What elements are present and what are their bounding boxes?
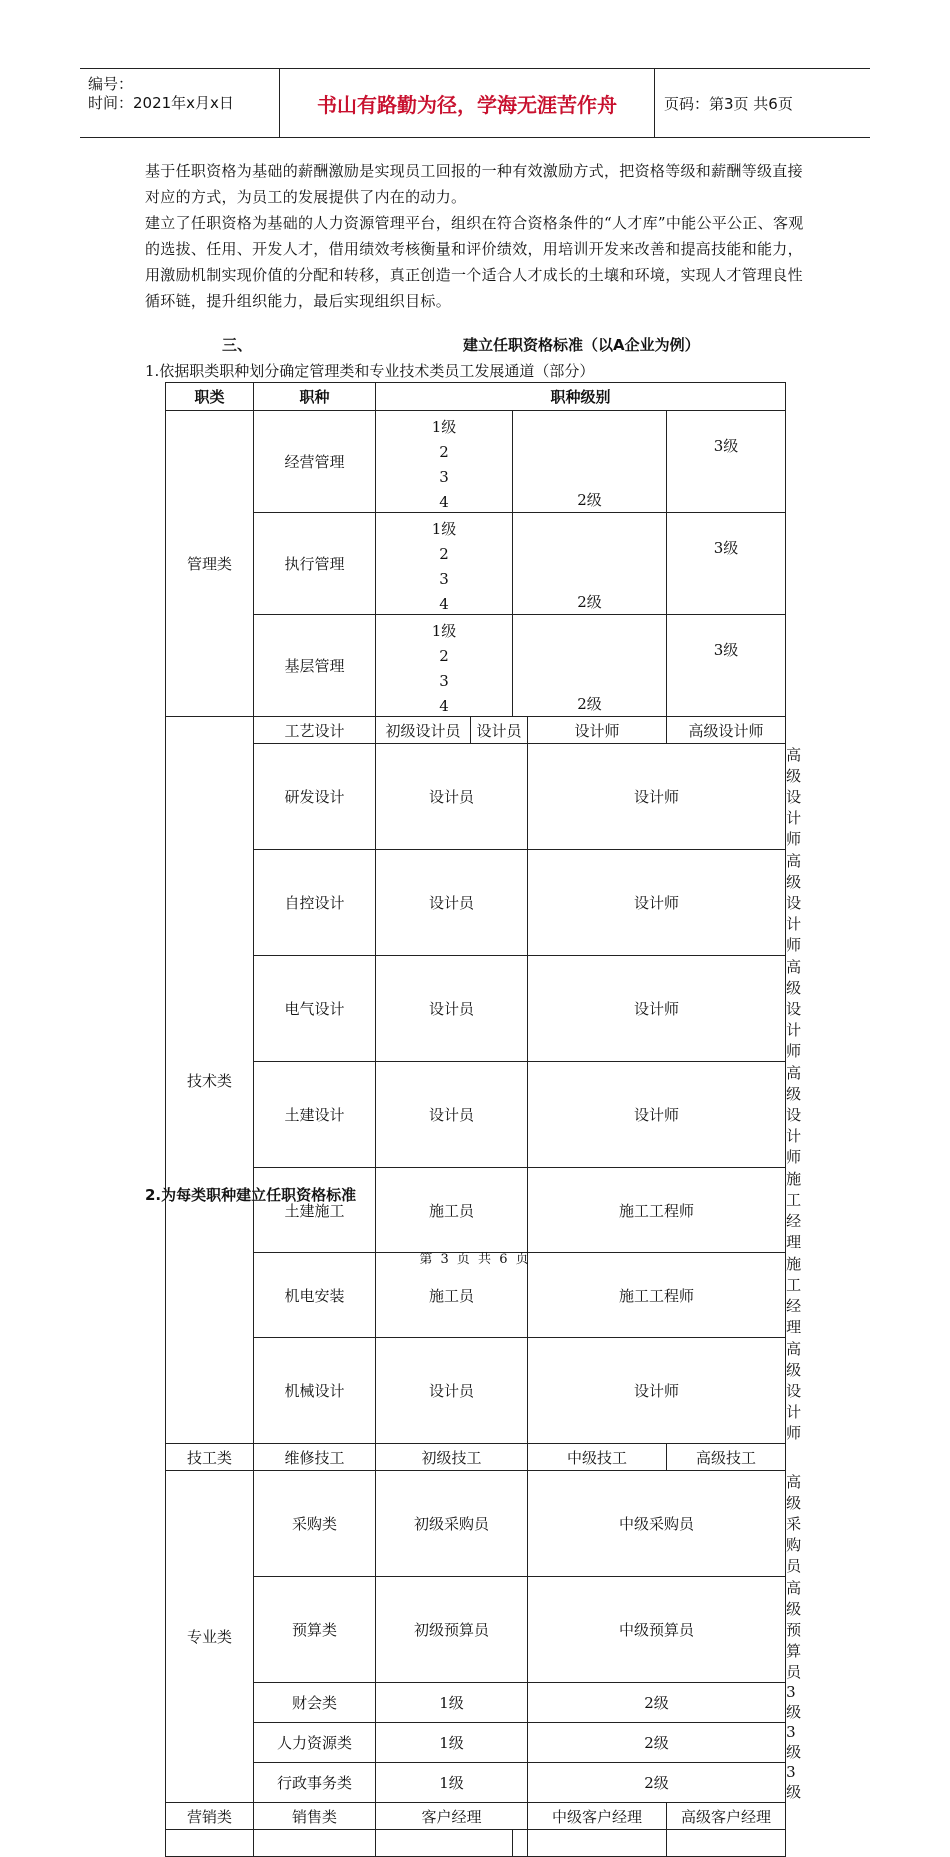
header-number: 编号： bbox=[88, 75, 134, 93]
level-cell: 设计员 bbox=[376, 1338, 528, 1444]
category-professional: 专业类 bbox=[166, 1471, 254, 1803]
table-row: 研发设计 设计员 设计师 高级设计师 bbox=[166, 744, 786, 850]
type-cell: 销售类 bbox=[254, 1803, 376, 1830]
table-row: 预算类 初级预算员 中级预算员 高级预算员 bbox=[166, 1577, 786, 1683]
type-cell: 土建施工 bbox=[254, 1168, 376, 1253]
level-cell: 设计师 bbox=[528, 956, 786, 1062]
table-row: 专业类 采购类 初级采购员 中级采购员 高级采购员 bbox=[166, 1471, 786, 1577]
type-cell: 土建设计 bbox=[254, 1062, 376, 1168]
level2-cell: 2级 bbox=[513, 411, 667, 513]
type-cell: 自控设计 bbox=[254, 850, 376, 956]
level-cell: 施工员 bbox=[376, 1253, 528, 1338]
header-meta bbox=[80, 69, 280, 137]
level-cell: 2级 bbox=[528, 1763, 786, 1803]
empty-cell bbox=[376, 1830, 513, 1857]
type-cell: 机电安装 bbox=[254, 1253, 376, 1338]
level-cell: 1级 bbox=[376, 1763, 528, 1803]
level2-cell: 2级 bbox=[513, 513, 667, 615]
level-cell: 施工工程师 bbox=[528, 1168, 786, 1253]
subheading-2: 2.为每类职种建立任职资格标准 bbox=[145, 1186, 357, 1204]
level-cell: 设计员 bbox=[376, 744, 528, 850]
level-cell: 中级预算员 bbox=[528, 1577, 786, 1683]
header-level: 职种级别 bbox=[376, 383, 786, 411]
section-title: 建立任职资格标准（以A企业为例） bbox=[463, 336, 700, 354]
type-cell: 基层管理 bbox=[254, 615, 376, 717]
table-row: 土建施工 施工员 施工工程师 施工经理 bbox=[166, 1168, 786, 1253]
level-cell: 高级客户经理 bbox=[667, 1803, 786, 1830]
level-cell: 中级客户经理 bbox=[528, 1803, 667, 1830]
table-row: 土建设计 设计员 设计师 高级设计师 bbox=[166, 1062, 786, 1168]
table-row bbox=[166, 717, 786, 744]
level-cell: 施工工程师 bbox=[528, 1253, 786, 1338]
table-row: 机械设计 设计员 设计师 高级设计师 bbox=[166, 1338, 786, 1444]
level-cell: 设计师 bbox=[528, 717, 667, 744]
level-cell: 设计师 bbox=[528, 850, 786, 956]
type-cell: 电气设计 bbox=[254, 956, 376, 1062]
header-category: 职类 bbox=[166, 383, 254, 411]
level-cell: 高级设计师 bbox=[667, 717, 786, 744]
level3-cell: 3级 bbox=[667, 615, 786, 717]
level-cell: 设计师 bbox=[528, 1062, 786, 1168]
level-cell: 设计员 bbox=[471, 717, 528, 744]
empty-cell bbox=[528, 1830, 667, 1857]
header-time: 时间：2021年x月x日 bbox=[88, 94, 234, 112]
type-cell: 工艺设计 bbox=[254, 717, 376, 744]
category-management: 管理类 bbox=[166, 411, 254, 717]
category-tech: 技术类 bbox=[166, 717, 254, 1444]
empty-cell bbox=[166, 1830, 254, 1857]
header-motto: 书山有路勤为径，学海无涯苦作舟 bbox=[280, 69, 655, 137]
type-cell: 采购类 bbox=[254, 1471, 376, 1577]
type-cell: 执行管理 bbox=[254, 513, 376, 615]
table-row: 电气设计 设计员 设计师 高级设计师 bbox=[166, 956, 786, 1062]
subheading-1: 1.依据职类职种划分确定管理类和专业技术类员工发展通道（部分） bbox=[145, 362, 595, 380]
type-cell: 预算类 bbox=[254, 1577, 376, 1683]
table-row: 机电安装 施工员 施工工程师 施工经理 bbox=[166, 1253, 786, 1338]
career-path-table bbox=[165, 382, 802, 1857]
level-cell: 设计员 bbox=[376, 956, 528, 1062]
category-skill: 技工类 bbox=[166, 1444, 254, 1471]
level-cell: 初级技工 bbox=[376, 1444, 528, 1471]
empty-cell bbox=[667, 1830, 786, 1857]
level-cell: 1级 bbox=[376, 1683, 528, 1723]
category-sales: 营销类 bbox=[166, 1803, 254, 1830]
level1-cell: 1级 2 3 4 bbox=[376, 513, 513, 615]
type-cell: 经营管理 bbox=[254, 411, 376, 513]
table-row: 自控设计 设计员 设计师 高级设计师 bbox=[166, 850, 786, 956]
level-cell: 设计师 bbox=[528, 744, 786, 850]
level-cell: 初级预算员 bbox=[376, 1577, 528, 1683]
table-row bbox=[166, 513, 786, 615]
type-cell: 机械设计 bbox=[254, 1338, 376, 1444]
level-cell: 施工员 bbox=[376, 1168, 528, 1253]
empty-cell bbox=[513, 1830, 528, 1857]
level-cell: 客户经理 bbox=[376, 1803, 528, 1830]
level3-cell: 3级 bbox=[667, 411, 786, 513]
header-page: 页码：第3页 共6页 bbox=[664, 94, 793, 113]
level-cell: 中级采购员 bbox=[528, 1471, 786, 1577]
table-row bbox=[166, 1444, 786, 1471]
table-header-row bbox=[166, 383, 786, 411]
level3-cell: 3级 bbox=[667, 513, 786, 615]
table-row bbox=[166, 411, 786, 513]
table-row bbox=[166, 1803, 786, 1830]
type-cell: 研发设计 bbox=[254, 744, 376, 850]
level-cell: 2级 bbox=[528, 1723, 786, 1763]
level-cell: 设计员 bbox=[376, 1062, 528, 1168]
table-row bbox=[166, 615, 786, 717]
header-type: 职种 bbox=[254, 383, 376, 411]
empty-row bbox=[166, 1830, 786, 1857]
level-cell: 2级 bbox=[528, 1683, 786, 1723]
level-cell: 初级设计员 bbox=[376, 717, 471, 744]
page-header bbox=[80, 68, 870, 138]
page-footer: 第 3 页 共 6 页 bbox=[419, 1252, 531, 1267]
level-cell: 设计员 bbox=[376, 850, 528, 956]
empty-cell bbox=[254, 1830, 376, 1857]
level2-cell: 2级 bbox=[513, 615, 667, 717]
table-row: 行政事务类 1级 2级 3级 bbox=[166, 1763, 786, 1803]
paragraph-2: 建立了任职资格为基础的人力资源管理平台，组织在符合资格条件的“人才库”中能公平公正、客观的选拔、任用、开发人才，借用绩效考核衡量和评价绩效，用培训开发来改善和提高技能和能力，用激励机制实现价值的分配和转移，真正创造一个适合人才成长的土壤和环境，实现人才管理良性循环链，提升组织能力，最后实现组织目标。 bbox=[145, 214, 804, 310]
level-cell: 初级采购员 bbox=[376, 1471, 528, 1577]
level1-cell: 1级 2 3 4 bbox=[376, 615, 513, 717]
level-cell: 中级技工 bbox=[528, 1444, 667, 1471]
type-cell: 人力资源类 bbox=[254, 1723, 376, 1763]
level-cell: 设计师 bbox=[528, 1338, 786, 1444]
type-cell: 财会类 bbox=[254, 1683, 376, 1723]
level1-cell: 1级 2 3 4 bbox=[376, 411, 513, 513]
type-cell: 维修技工 bbox=[254, 1444, 376, 1471]
table-row: 人力资源类 1级 2级 3级 bbox=[166, 1723, 786, 1763]
paragraph-1: 基于任职资格为基础的薪酬激励是实现员工回报的一种有效激励方式，把资格等级和薪酬等级直接对应的方式，为员工的发展提供了内在的动力。 bbox=[145, 162, 803, 206]
level-cell: 1级 bbox=[376, 1723, 528, 1763]
type-cell: 行政事务类 bbox=[254, 1763, 376, 1803]
section-number: 三、 bbox=[222, 336, 253, 354]
table-row: 财会类 1级 2级 3级 bbox=[166, 1683, 786, 1723]
level-cell: 高级技工 bbox=[667, 1444, 786, 1471]
